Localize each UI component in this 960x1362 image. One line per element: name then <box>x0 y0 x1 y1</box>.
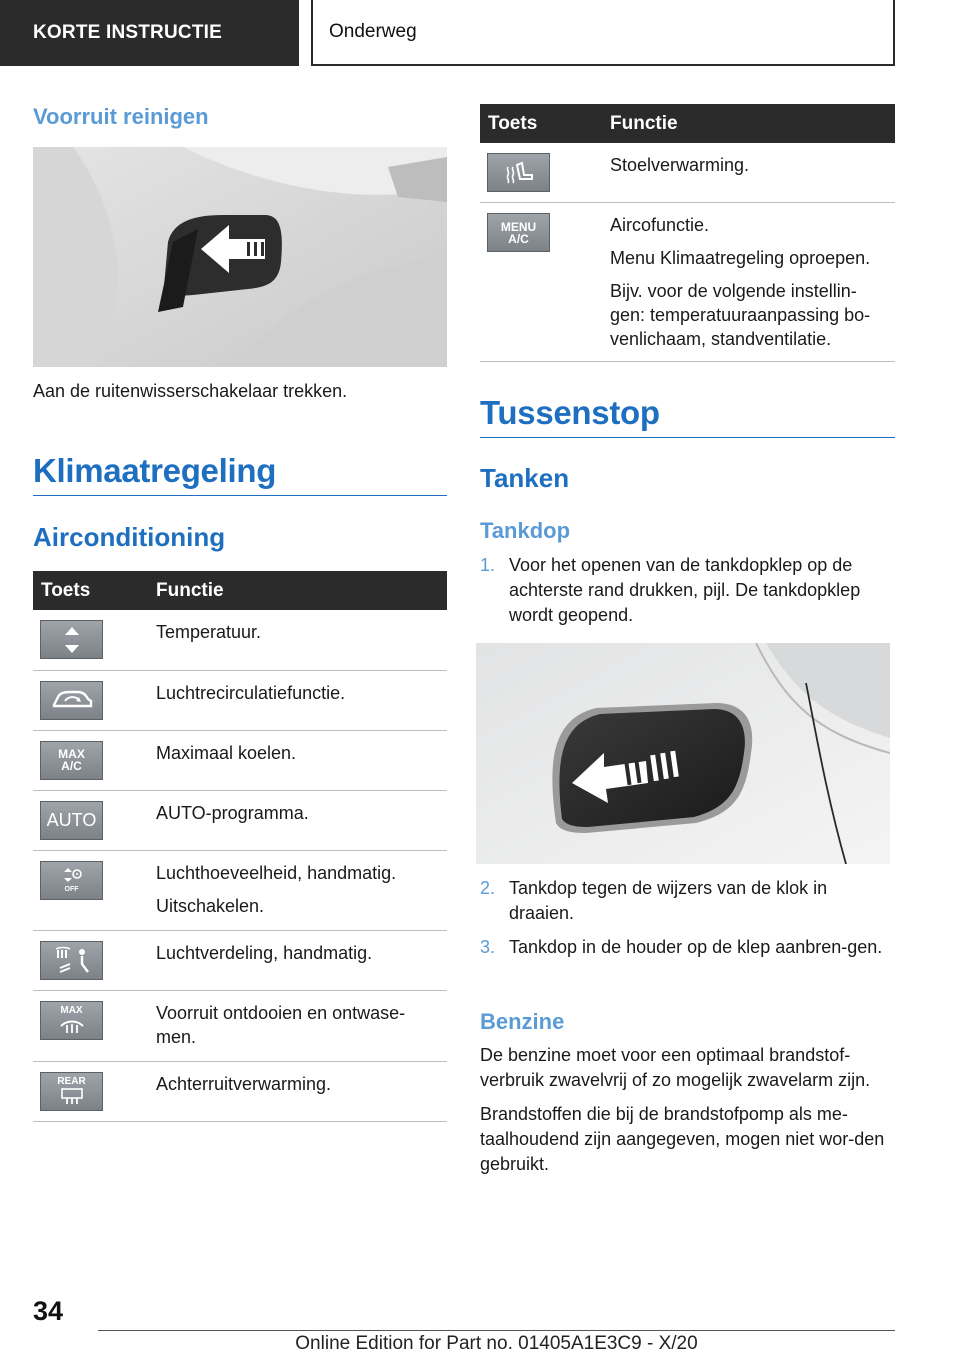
list-item <box>480 935 890 960</box>
tankdop-heading: Tankdop <box>480 518 571 543</box>
function-text: Achterruitverwarming. <box>156 1073 332 1094</box>
function-text: Luchtrecirculatiefunctie. <box>156 682 346 703</box>
table-row <box>33 930 447 990</box>
rear-defrost-icon <box>40 1072 103 1111</box>
max-ac-icon <box>40 741 103 780</box>
auto-label: AUTO <box>46 810 97 830</box>
menu-ac-icon <box>487 213 550 252</box>
voorruit-heading: Voorruit reinigen <box>33 104 209 129</box>
table-row <box>33 670 447 730</box>
function-text: men. <box>156 1026 197 1047</box>
list-item <box>480 553 890 628</box>
rear-defrost-label: REAR <box>57 1076 86 1087</box>
aircon-heading: Airconditioning <box>33 522 226 552</box>
function-text: Luchthoeveelheid, handmatig. <box>156 862 397 883</box>
col-header-key: Toets <box>33 571 156 610</box>
col-header-key: Toets <box>480 104 610 143</box>
klimaat-heading: Klimaatregeling <box>33 452 277 489</box>
recirculation-car-icon <box>40 681 103 720</box>
function-text: Stoelverwarming. <box>610 155 750 175</box>
table-row <box>480 203 895 362</box>
klimaat-rule <box>33 495 447 496</box>
function-text: Maximaal koelen. <box>156 742 297 763</box>
step-text: Voor het openen van de tankdopklep op de achterste rand drukken, pijl. De tankdopklep wordt geopend. <box>509 555 861 625</box>
tankdop-steps-b <box>480 876 890 960</box>
col-header-function: Functie <box>610 104 895 143</box>
function-text: AUTO-programma. <box>156 802 309 823</box>
chapter-tab <box>311 0 895 66</box>
wiper-stalk-photo <box>33 147 447 367</box>
col-header-function: Functie <box>156 571 447 610</box>
table-row <box>480 143 895 203</box>
section-title: KORTE INSTRUCTIE <box>33 22 222 43</box>
function-text: Bijv. voor de volgende instellin- gen: temperatuuraanpassing bo- venlichaam, standventilatie. <box>610 281 871 349</box>
menu-ac-label: MENU A/C <box>500 219 537 246</box>
table-row <box>33 990 447 1061</box>
function-text: Temperatuur. <box>156 622 262 642</box>
voorruit-caption: Aan de ruitenwisserschakelaar trekken. <box>33 381 348 401</box>
fan-off-label: OFF <box>64 885 79 893</box>
tussenstop-heading: Tussenstop <box>480 394 660 431</box>
function-text: Luchtverdeling, handmatig. <box>156 942 373 963</box>
fuel-flap-photo <box>476 643 890 864</box>
tanken-heading: Tanken <box>480 463 570 493</box>
step-text: Tankdop tegen de wijzers van de klok in draaien. <box>509 878 828 923</box>
table-row <box>33 850 447 930</box>
function-text: Aircofunctie. <box>610 215 710 235</box>
table-row <box>33 1061 447 1121</box>
seat-heating-icon <box>487 153 550 192</box>
section-tab <box>0 0 299 66</box>
fan-off-icon <box>40 861 103 900</box>
list-item <box>480 876 890 926</box>
table-row <box>33 790 447 850</box>
function-text: Menu Klimaatregeling oproepen. <box>610 248 871 268</box>
table-row <box>33 610 447 670</box>
climate-controls-table <box>33 571 447 1122</box>
air-distribution-icon <box>40 941 103 980</box>
tussenstop-rule <box>480 437 895 438</box>
benzine-paragraph-2: Brandstoffen die bij de brandstofpomp als me-taalhoudend zijn aangegeven, mogen niet wor-den gebruikt. <box>480 1104 885 1174</box>
step-text: Tankdop in de houder op de klep aanbren-gen. <box>509 937 883 957</box>
auto-icon <box>40 801 103 840</box>
max-defrost-label: MAX <box>60 1005 83 1016</box>
max-ac-label: MAX A/C <box>58 747 85 773</box>
max-defrost-icon <box>40 1001 103 1040</box>
climate-controls-table-continued <box>480 104 895 362</box>
function-text: Uitschakelen. <box>156 895 265 916</box>
temperature-arrows-icon <box>40 620 103 659</box>
step-number: 3. <box>480 937 496 957</box>
benzine-paragraph-1: De benzine moet voor een optimaal brandstof-verbruik zwavelvrij of zo mogelijk zwavelarm zijn. <box>480 1045 871 1090</box>
table-header-row <box>480 104 895 143</box>
table-row <box>33 730 447 790</box>
benzine-heading: Benzine <box>480 1009 565 1034</box>
function-text: Voorruit ontdooien en ontwase- <box>156 1002 406 1023</box>
table-header-row <box>33 571 447 610</box>
footer-rule <box>98 1330 895 1331</box>
page-number: 34 <box>33 1296 64 1326</box>
step-number: 1. <box>480 555 496 575</box>
step-number: 2. <box>480 878 496 898</box>
tankdop-steps-a <box>480 553 890 628</box>
footer-edition: Online Edition for Part no. 01405A1E3C9 - X/20 <box>295 1333 698 1354</box>
chapter-title: Onderweg <box>329 21 417 42</box>
